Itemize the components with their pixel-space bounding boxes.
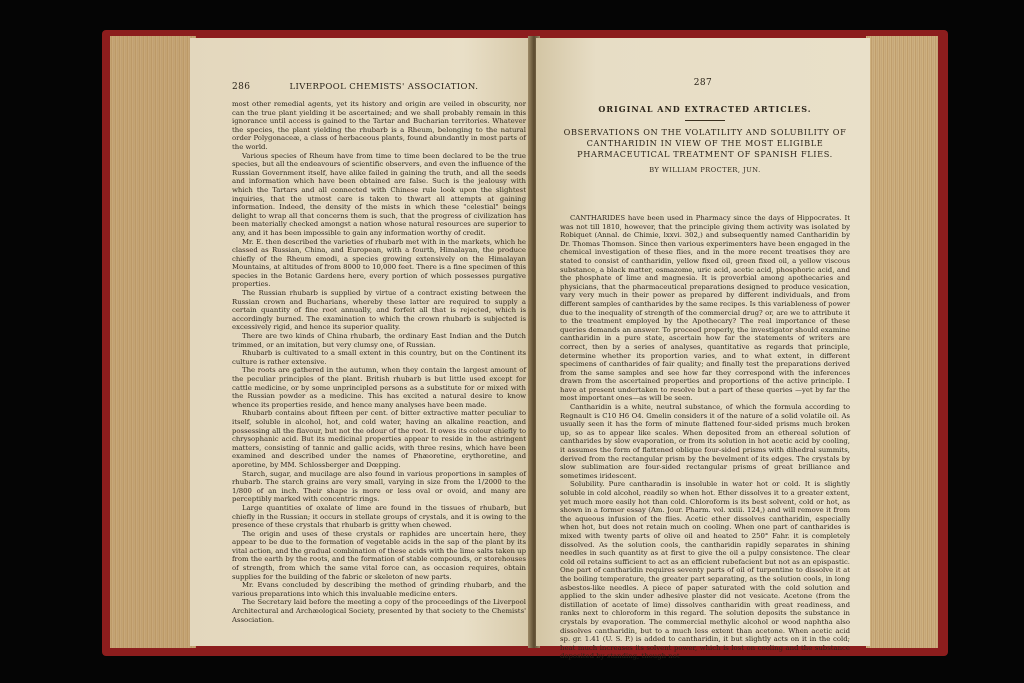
- paragraph: The Secretary laid before the meeting a copy of the proceedings of the Liverpool Architectural and Archæological Society, presented by that society to the Chemists' Association.: [232, 598, 526, 624]
- right-page: [536, 38, 870, 661]
- paragraph: Rhubarb contains about fifteen per cent. of bitter extractive matter peculiar to itself, soluble in alcohol, hot, and cold water, having an alkaline reaction, and possessing all the flavour, but not the odour of the root. It owes its colour chiefly to chrysophanic acid. But its medicinal properties appear to reside in the astringent matters, consisting of tannic and gallic acids, with three resins, which have been examined and described under the names of Phæoretine, erythoretine, and aporetine, by MM. Schlossberger and Dœpping.: [232, 409, 526, 469]
- left-running-head: LIVERPOOL CHEMISTS' ASSOCIATION.: [289, 82, 479, 92]
- right-running-header: [536, 78, 870, 88]
- page-edges-left: [110, 36, 196, 648]
- paragraph: Rhubarb is cultivated to a small extent in this country, but on the Continent its culture is rather extensive.: [232, 349, 526, 366]
- article-title: OBSERVATIONS ON THE VOLATILITY AND SOLUBILITY OF CANTHARIDIN IN VIEW OF THE MOST ELIGIBLE PHARMACEUTICAL TREATMENT OF SPANISH FLIES.: [563, 127, 847, 159]
- paragraph: Various species of Rheum have from time to time been declared to be the true species, but all the endeavours of scientific observers, and even the influence of the Russian Government itself, have alike failed in gaining the truth, and all the seeds and information which have been obtained are false. Such is the jealousy with which the Tartars and all connected with Chinese rule look upon the slightest inquiries, that the utmost care is taken to thwart all attempts at gaining information. Indeed, the density of the mists in which these "celestial" beings delight to wrap all that concerns them is such, that the progress of civilization has been materially checked amongst a nation whose natural resources are superior to any, and it has been impossible to gain any information worthy of credit.: [232, 151, 526, 237]
- left-page: [190, 38, 532, 646]
- paragraph: There are two kinds of China rhubarb, the ordinary East Indian and the Dutch trimmed, or an imitation, but very clumsy one, of Russian.: [232, 332, 526, 349]
- paragraph: Large quantities of oxalate of lime are found in the tissues of rhubarb, but chiefly in the Russian; it occurs in stellate groups of crystals, and it is owing to the presence of these crystals that rhubarb is gritty when chewed.: [232, 503, 526, 530]
- paragraph: CANTHARIDES have been used in Pharmacy since the days of Hippocrates. It was not till 1810, however, that the principle giving them activity was isolated by Robiquet (Annal. de Chimie, lxxvi. 302,) and subsequently named Cantharidin by Dr. Thomas Thomson. Since then various experimenters have been engaged in the chemical investigation of these flies, and in the more recent treatises they are stated to consist of cantharidin, yellow fixed oil, green fixed oil, a yellow viscous substance, a black matter, osmazome, uric acid, acetic acid, phosphoric acid, and the phosphate of lime and magnesia. It is proverbial among apothecaries and physicians, that the pharmaceutical preparations designed to produce vesication, vary very much in their power as prepared by different individuals, and from different samples of cantharides by the same recipes. Is this variableness of power due to the inequality of strength of the commercial drug? or, are we to attribute it to the treatment employed by the Apothecary? The real importance of these queries demands an answer. To proceed properly, the investigator should examine cantharidin in a pure state, ascertain how far the statements of writers are correct, then by a series of analyses, quantitative as regards that principle, determine whether its proportion varies, and to what extent, in different specimens of cantharides of fair quality; and finally test the preparations derived from the same samples and see how far they correspond with the inferences drawn from the ascertained properties and proportions of the active principle. I have at present undertaken to resolve but a part of these queries —yet by far the most important ones—as will be seen.: [560, 214, 850, 403]
- paragraph: Mr. Evans concluded by describing the method of grinding rhubarb, and the various preparations into which this invaluable medicine enters.: [232, 581, 526, 598]
- paragraph: Mr. E. then described the varieties of rhubarb met with in the markets, which he classed as Russian, China, and European, with a fourth, Himalayan, the produce chiefly of the Rheum emodi, a species growing extensively on the Himalayan Mountains, at altitudes of from 8000 to 10,000 feet. There is a fine specimen of this species in the Botanic Gardens here, every portion of which possesses purgative properties.: [232, 237, 526, 289]
- paragraph: Solubility. Pure cantharadin is insoluble in water hot or cold. It is slightly soluble in cold alcohol, readily so when hot. Ether dissolves it to a greater extent, yet much more easily hot than cold. Chloroform is its best solvent, cold or hot, as shown in a former essay (Am. Jour. Pharm. vol. xxiii. 124,) and will remove it from the aqueous infusion of the flies. Acetic ether dissolves cantharidin, especially when hot, but does not retain much on cooling. When one part of cantharides is mixed with twenty parts of olive oil and heated to 250° Fahr. it is completely dissolved. As the solution cools, the cantharidin rapidly separates in shining needles in such quantity as at first to give the oil a pulpy consistence. The clear cold oil retains sufficient to act as an efficient rubefacient but not as an epispastic. One part of cantharidin requires seventy parts of oil of turpentine to dissolve it at the boiling temperature, the greater part separating, as the solution cools, in long asbestos-like needles. A piece of paper saturated with the cold solution and applied to the skin under adhesive plaster did not vesicate. Acetone (from the distillation of acetate of lime) dissolves cantharidin with great readiness, and ranks next to chloroform in this regard. The solution deposits the substance in crystals by evaporation. The commercial methylic alcohol or wood naphtha also dissolves cantharidin, but to a much less extent than acetone. When acetic acid sp. gr. 1.41 (U. S. P.) is added to cantharidin, it but slightly acts on it in the cold; heat much increases its solvent power, which is lost on cooling and the substance deposited by standing, though not: [560, 480, 850, 661]
- paragraph: The Russian rhubarb is supplied by virtue of a contract existing between the Russian crown and Bucharians, whereby these latter are required to supply a certain quantity of fine root annually, and forfeit all that is rejected, which is accordingly burned. The examination to which the crown rhubarb is subjected is excessively rigid, and hence its superior quality.: [232, 289, 526, 332]
- heading-rule: [685, 120, 725, 121]
- paragraph: The roots are gathered in the autumn, when they contain the largest amount of the peculiar principles of the plant. British rhubarb is but little used except for cattle medicine, or by some unprincipled persons as a substitute for or mixed with the Russian powder as a medicine. This has excited a natural desire to know whence its properties reside, and hence many analyses have been made.: [232, 366, 526, 409]
- section-heading: ORIGINAL AND EXTRACTED ARTICLES.: [598, 104, 812, 114]
- article-title-block: [560, 104, 850, 174]
- left-body-text: [232, 100, 526, 642]
- page-edges-right: [866, 36, 938, 648]
- paragraph: Starch, sugar, and mucilage are also found in various proportions in samples of rhubarb. The starch grains are very small, varying in size from the 1/2000 to the 1/800 of an inch. Their shape is more or less oval or ovoid, and many are perceptibly marked with concentric rings.: [232, 469, 526, 504]
- paragraph: Cantharidin is a white, neutral substance, of which the formula according to Regnault is C10 H6 O4. Gmelin considers it of the nature of a solid volatile oil. As usually seen it has the form of minute flattened four-sided prisms much broken up, so as to appear like scales. When deposited from an ethereal solution of cantharides by slow evaporation, or from its solution in hot acetic acid by cooling, it assumes the form of flattened oblique four-sided prisms with dihedral summits, derived from the rectangular prism by the bevelment of its edges. The crystals by slow sublimation are four-sided rectangular prisms of great brilliance and sometimes iridescent.: [560, 403, 850, 480]
- left-running-header: [232, 82, 526, 92]
- article-byline: BY WILLIAM PROCTER, JUN.: [649, 166, 761, 174]
- left-page-number: 286: [232, 82, 251, 92]
- right-body-text: [560, 214, 850, 661]
- paragraph: The origin and uses of these crystals or raphides are uncertain here, they appear to be due to the formation of vegetable acids in the sap of the plant by its vital action, and the gradual combination of these acids with the lime salts taken up from the earth by the roots, and the formation of stable compounds, or storehouses of strength, from which the same vital force can, as occasion requires, obtain supplies for the building of the fabric or skeleton of new parts.: [232, 529, 526, 581]
- right-page-number: 287: [693, 78, 713, 88]
- paragraph: most other remedial agents, yet its history and origin are veiled in obscurity, nor can the true plant yielding it be ascertained; and we shall probably remain in this ignorance until access is gained to the Tartar and Bucharian territories. Whatever the species, the plant yielding the rhubarb is a Rheum, belonging to the natural order Polygonaceæ, a class of herbaceous plants, found abundantly in most parts of the world.: [232, 100, 526, 151]
